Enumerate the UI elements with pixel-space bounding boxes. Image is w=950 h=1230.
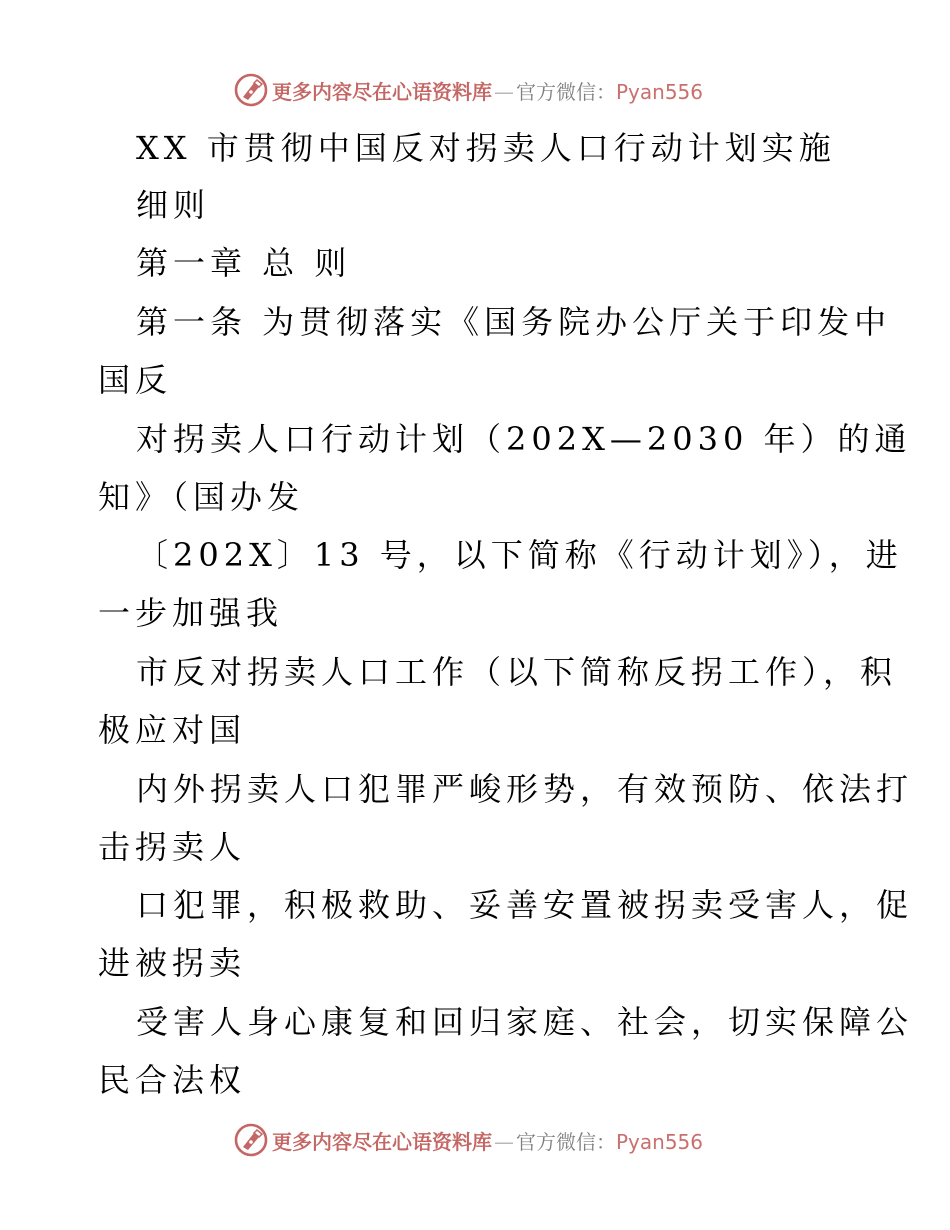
watermark-official-label: 官方微信： <box>516 79 616 104</box>
watermark-separator: — <box>494 1129 514 1154</box>
paragraph-line: 击拐卖人 <box>98 828 247 866</box>
doc-title-line: XX 市贯彻中国反对拐卖人口行动计划实施 <box>136 129 836 167</box>
watermark-brand: 更多内容尽在心语资料库 <box>272 79 492 104</box>
paragraph-line: 民合法权 <box>98 1061 247 1099</box>
paragraph-line: 对拐卖人口行动计划（202X—2030 年）的通 <box>136 420 912 458</box>
watermark-handle: Pyan556 <box>616 79 704 104</box>
paragraph-line: 国反 <box>98 361 173 399</box>
watermark-text <box>272 1126 703 1155</box>
paragraph-line: 一步加强我 <box>98 594 284 632</box>
paragraph-line: 知》（国办发 <box>98 478 305 516</box>
paragraph-line: 进被拐卖 <box>98 944 247 982</box>
paragraph-line: 受害人身心康复和回归家庭、社会，切实保障公 <box>136 1003 914 1041</box>
watermark-brand: 更多内容尽在心语资料库 <box>272 1129 492 1154</box>
paragraph-line: 极应对国 <box>98 711 247 749</box>
watermark-content <box>234 1122 703 1158</box>
paragraph-line: 内外拐卖人口犯罪严峻形势，有效预防、依法打 <box>136 770 914 808</box>
footer-watermark <box>0 1118 950 1162</box>
paragraph-line: 口犯罪，积极救助、妥善安置被拐卖受害人，促 <box>136 886 914 924</box>
watermark-official-label: 官方微信： <box>516 1129 616 1154</box>
pen-nib-seal-icon <box>234 1123 268 1157</box>
watermark-handle: Pyan556 <box>616 1129 704 1154</box>
paragraph-line: 〔202X〕13 号，以下简称《行动计划》），进 <box>136 536 903 574</box>
chapter-heading: 第一章 总 则 <box>136 244 352 282</box>
watermark-separator: — <box>494 79 514 104</box>
paragraph-line: 市反对拐卖人口工作（以下简称反拐工作），积 <box>136 653 898 691</box>
paragraph-line: 第一条 为贯彻落实《国务院办公厅关于印发中 <box>136 303 892 341</box>
doc-title-line: 细则 <box>136 186 211 224</box>
